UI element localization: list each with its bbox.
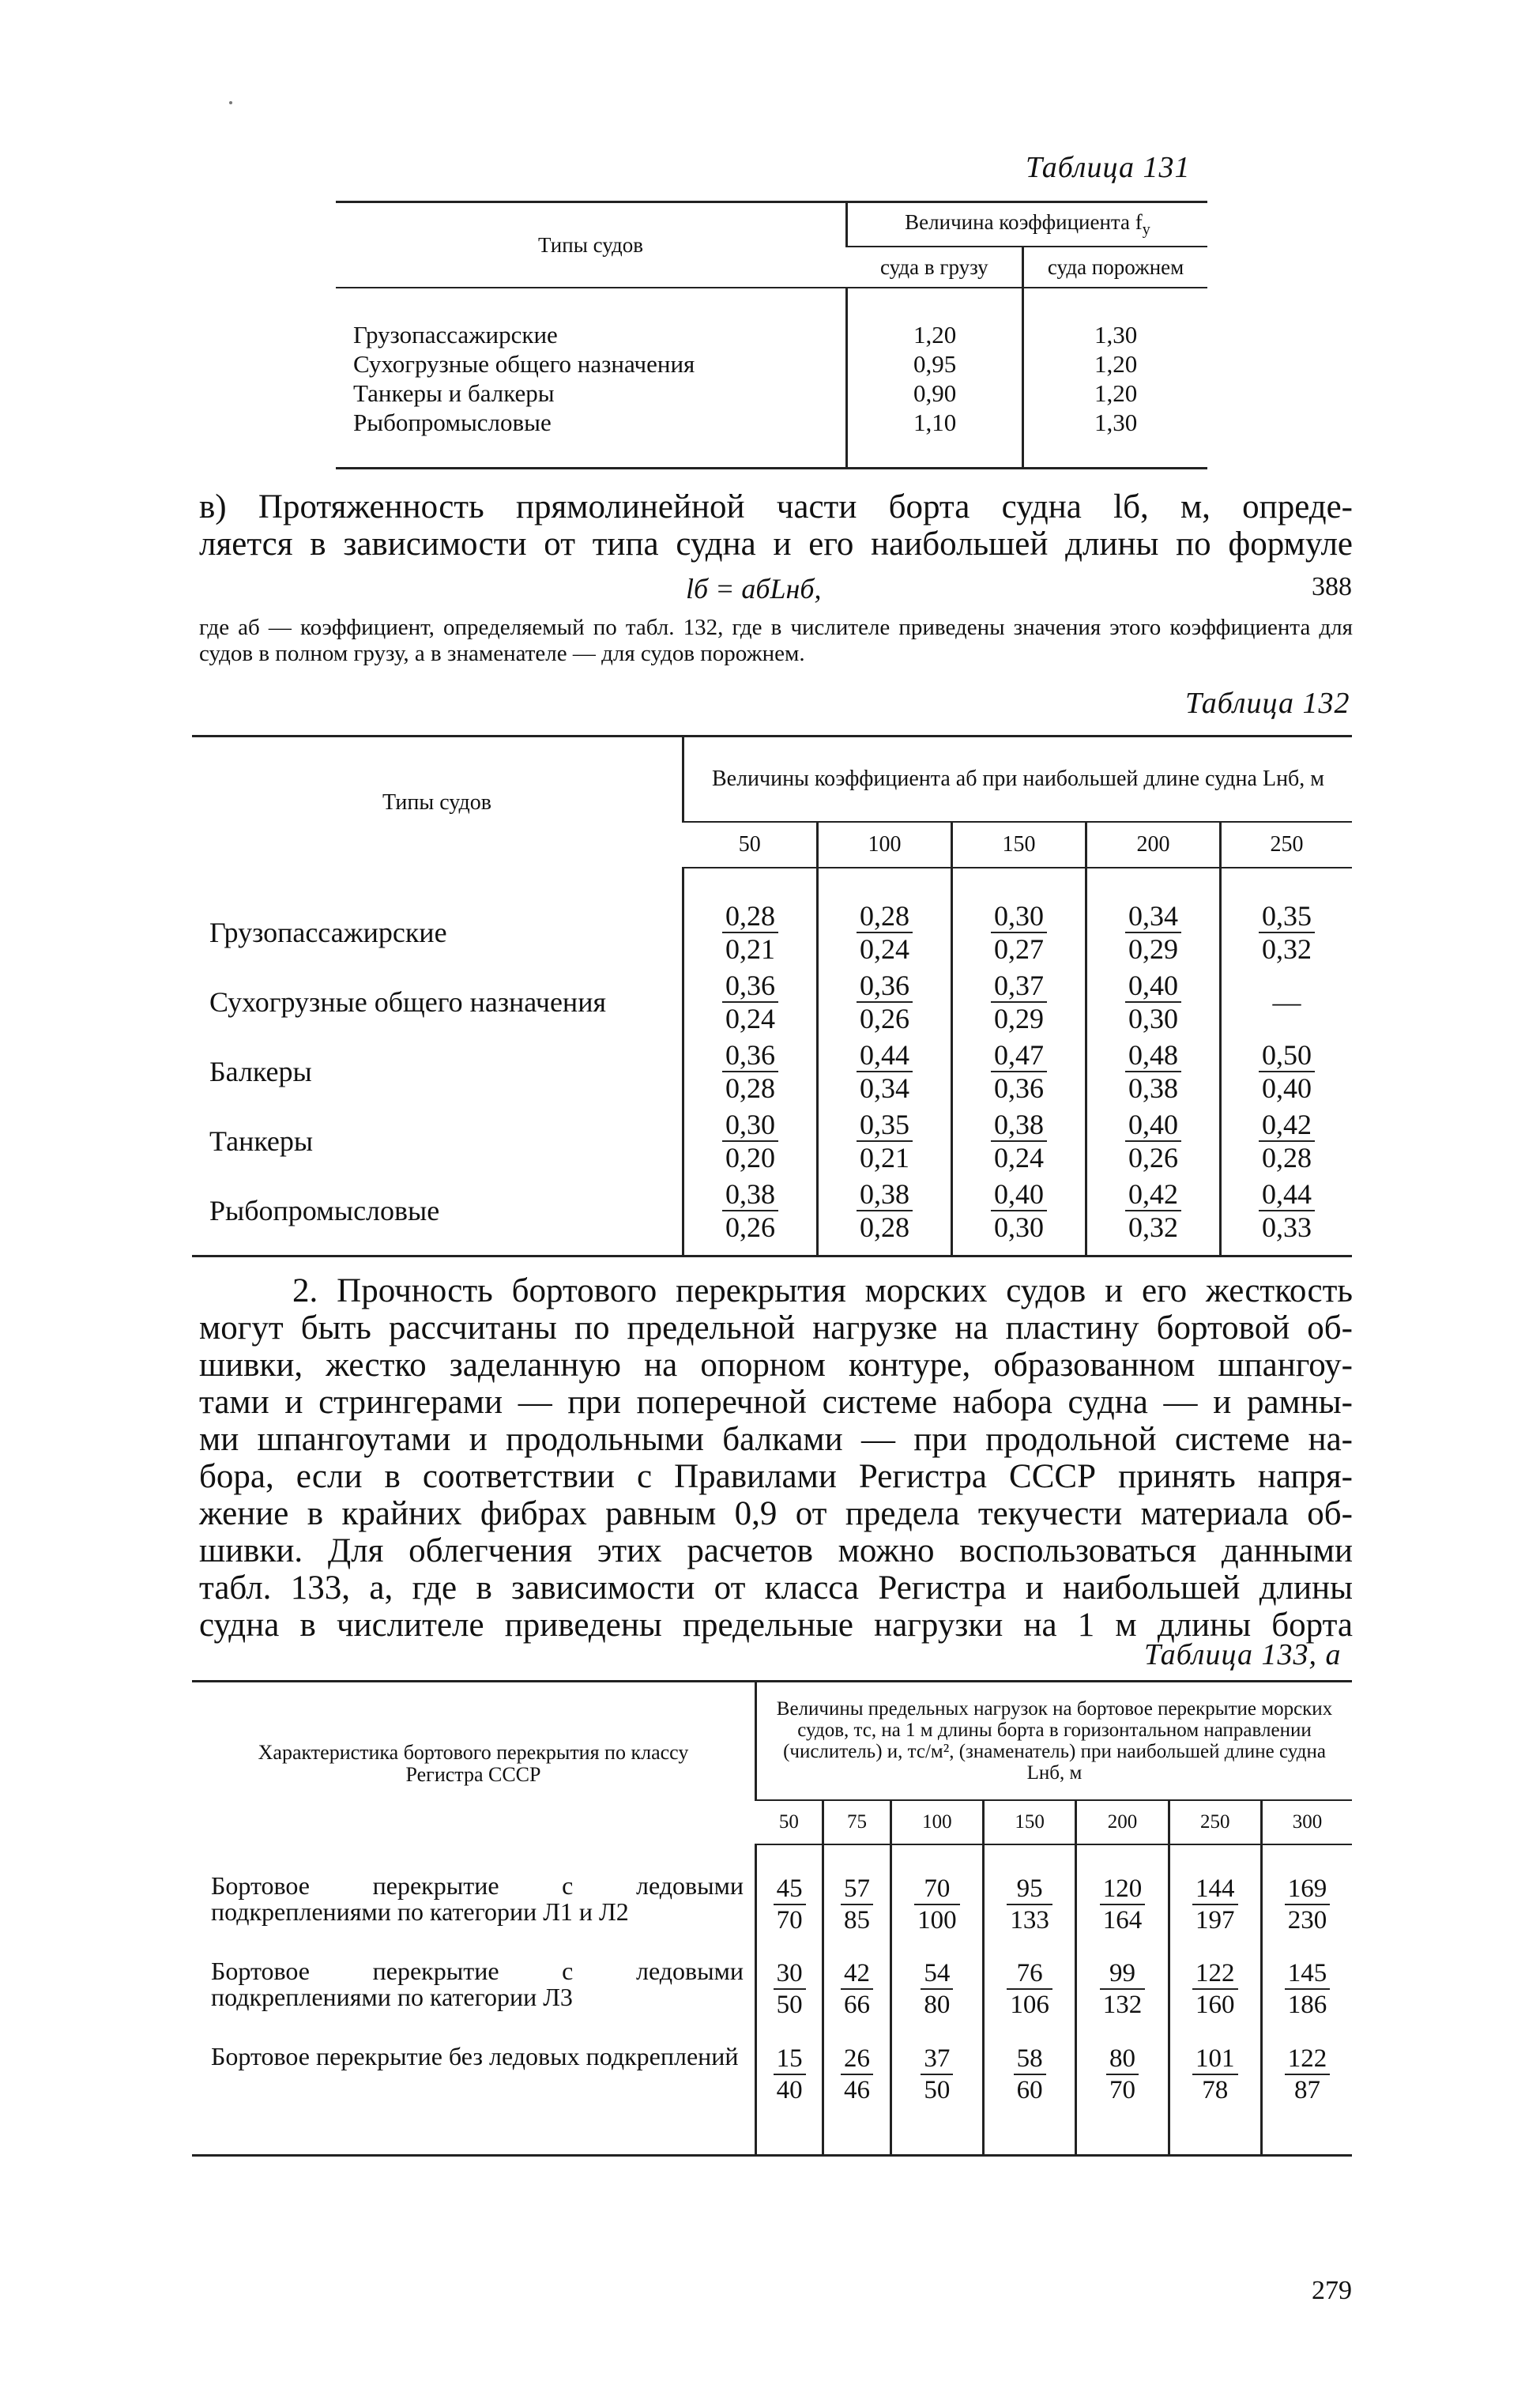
- table-row: [192, 967, 1352, 1037]
- denominator: 78: [1202, 2076, 1229, 2104]
- table-131-value: 1,20: [1094, 379, 1138, 407]
- numerator: 57: [841, 1874, 873, 1905]
- denominator: 40: [776, 2076, 803, 2104]
- table-131-value: 1,20: [1094, 350, 1138, 378]
- table-133a-caption: Таблица 133, а: [1144, 1638, 1342, 1671]
- numerator: 0,48: [1125, 1039, 1181, 1072]
- denominator: 0,26: [859, 1002, 909, 1034]
- table-133a-col-head: Величины предельных нагрузок на бортовое перекрытие морских судов, тс, на 1 м длины борта в горизонтальном направлении (числитель) и, тс/м², (знаменатель) при наибольшей длине судна Lнб, м: [756, 1682, 1353, 1801]
- numerator: 0,40: [1125, 1109, 1181, 1142]
- table-131: [336, 201, 1207, 469]
- table-131-value: 1,20: [913, 321, 957, 348]
- numerator: 0,34: [1125, 900, 1181, 933]
- formula: lб = aбLнб,: [686, 573, 822, 605]
- numerator: 80: [1106, 2044, 1139, 2075]
- table-131-value: 0,90: [913, 379, 957, 407]
- denominator: 0,24: [859, 933, 909, 965]
- denominator: 85: [843, 1906, 870, 1935]
- paragraph-line: ляется в зависимости от типа судна и его наибольшей длины по формуле: [199, 526, 1353, 563]
- numerator: 0,42: [1259, 1109, 1315, 1142]
- numerator: 0,37: [991, 970, 1047, 1003]
- denominator: 0,32: [1261, 933, 1312, 965]
- denominator: 46: [843, 2076, 870, 2104]
- paragraph-line: 2. Прочность бортового перекрытия морских судов и его жесткость: [292, 1272, 1353, 1309]
- table-131-col-empty: суда порожнем: [1023, 247, 1207, 288]
- table-131-loaded-cell: [846, 288, 1022, 469]
- numerator: 37: [921, 2044, 953, 2075]
- numerator: 42: [841, 1958, 873, 1990]
- paragraph-2: [199, 1272, 1353, 1644]
- denominator: 50: [924, 2076, 951, 2104]
- table-131-types-cell: [336, 288, 846, 469]
- numerator: 70: [914, 1874, 960, 1905]
- denominator: 230: [1287, 1906, 1327, 1935]
- numerator: 0,35: [1259, 900, 1315, 933]
- paragraph-line: жение в крайних фибрах равным 0,9 от предела текучести материала об-: [199, 1495, 1353, 1532]
- table-132-length: 100: [817, 822, 951, 868]
- numerator: 26: [841, 2044, 873, 2075]
- numerator: 0,36: [857, 970, 913, 1003]
- denominator: 0,21: [859, 1141, 909, 1174]
- numerator: 0,28: [857, 900, 913, 933]
- table-133a-length: 250: [1169, 1800, 1261, 1844]
- scan-speck: [229, 101, 232, 104]
- table-133a-col-types: Характеристика бортового перекрытия по классу Регистра СССР: [192, 1682, 756, 1845]
- table-131-value: 1,30: [1094, 321, 1138, 348]
- paragraph-line: ми шпангоутами и продольными балками — при продольной системе на-: [199, 1421, 1353, 1458]
- table-132-length: 250: [1220, 822, 1352, 868]
- denominator: 0,28: [859, 1211, 909, 1243]
- denominator: 0,29: [1128, 933, 1178, 965]
- numerator: 45: [774, 1874, 806, 1905]
- table-133a-type: Бортовое перекрытие с ледовыми подкреплениями по категории Л1 и Л2: [211, 1871, 744, 1926]
- table-131-type: Танкеры и балкеры: [353, 379, 555, 407]
- table-132-col-types: Типы судов: [192, 737, 683, 868]
- page-number: 279: [1312, 2276, 1352, 2305]
- numerator: 99: [1100, 1958, 1146, 1990]
- denominator: 0,21: [725, 933, 775, 965]
- denominator: 0,27: [993, 933, 1044, 965]
- table-132-type: Балкеры: [209, 1056, 312, 1087]
- table-131-col-types: Типы судов: [336, 202, 846, 288]
- denominator: 160: [1195, 1991, 1235, 2019]
- paragraph-v: [199, 488, 1353, 563]
- denominator: 0,33: [1261, 1211, 1312, 1243]
- table-133a-type: Бортовое перекрытие с ледовыми подкреплениями по категории Л3: [211, 1957, 744, 2011]
- table-132-caption: Таблица 132: [1185, 687, 1350, 720]
- table-131-value: 1,10: [913, 409, 957, 436]
- table-131-col-loaded: суда в грузу: [846, 247, 1022, 288]
- denominator: 60: [1016, 2076, 1043, 2104]
- table-132-type: Танкеры: [209, 1125, 314, 1157]
- table-row: [192, 1106, 1352, 1176]
- numerator: 169: [1285, 1874, 1331, 1905]
- denominator: 0,29: [993, 1002, 1044, 1034]
- numerator: 0,40: [991, 1178, 1047, 1211]
- denominator: 106: [1010, 1991, 1049, 2019]
- table-131-type: Сухогрузные общего назначения: [353, 350, 695, 378]
- paragraph-line: табл. 133, а, где в зависимости от класса Регистра и наибольшей длины: [199, 1569, 1353, 1607]
- numerator: 95: [1007, 1874, 1052, 1905]
- numerator: 0,47: [991, 1039, 1047, 1072]
- numerator: 0,38: [722, 1178, 778, 1211]
- table-133a-length: 200: [1076, 1800, 1169, 1844]
- numerator: 30: [774, 1958, 806, 1990]
- table-131-value: 0,95: [913, 350, 957, 378]
- numerator: 15: [774, 2044, 806, 2075]
- denominator: 87: [1293, 2076, 1320, 2104]
- table-row: [192, 1958, 1352, 2044]
- numerator: 0,38: [857, 1178, 913, 1211]
- numerator: 144: [1192, 1874, 1238, 1905]
- denominator: 0,28: [1261, 1141, 1312, 1174]
- numerator: 0,44: [857, 1039, 913, 1072]
- table-row: [192, 1037, 1352, 1106]
- table-row: [192, 1844, 1352, 1958]
- denominator: 100: [917, 1906, 957, 1935]
- table-132: [192, 735, 1352, 1257]
- paragraph-line: могут быть рассчитаны по предельной нагрузке на пластину бортовой об-: [199, 1309, 1353, 1347]
- denominator: 0,26: [1128, 1141, 1178, 1174]
- numerator: 122: [1192, 1958, 1238, 1990]
- numerator: 120: [1100, 1874, 1146, 1905]
- paragraph-line: тами и стрингерами — при поперечной системе набора судна — и рамны-: [199, 1384, 1353, 1421]
- table-133a: [192, 1680, 1352, 2157]
- table-133a-type: Бортовое перекрытие без ледовых подкреплений: [192, 2044, 756, 2156]
- numerator: 145: [1285, 1958, 1331, 1990]
- denominator: 50: [776, 1991, 803, 2019]
- table-131-col-coef: Величина коэффициента $f_y$: [846, 202, 1207, 247]
- table-133a-length: 50: [756, 1800, 823, 1844]
- numerator: 0,36: [722, 970, 778, 1003]
- denominator: 0,30: [1128, 1002, 1178, 1034]
- table-132-col-head: Величины коэффициента aб при наибольшей длине судна Lнб, м: [683, 737, 1353, 823]
- numerator: 0,38: [991, 1109, 1047, 1142]
- numerator: 0,30: [722, 1109, 778, 1142]
- table-131-type: Рыбопромысловые: [353, 409, 552, 436]
- denominator: 0,24: [993, 1141, 1044, 1174]
- numerator: 0,36: [722, 1039, 778, 1072]
- denominator: 66: [843, 1991, 870, 2019]
- table-131-type: Грузопассажирские: [353, 321, 558, 348]
- table-132-type: Грузопассажирские: [209, 917, 447, 948]
- numerator: 58: [1014, 2044, 1046, 2075]
- table-132-empty-value: —: [1220, 967, 1352, 1037]
- denominator: 70: [1109, 2076, 1135, 2104]
- denominator: 0,32: [1128, 1211, 1178, 1243]
- table-133a-length: 75: [823, 1800, 890, 1844]
- numerator: 54: [921, 1958, 953, 1990]
- table-132-length: 200: [1086, 822, 1220, 868]
- denominator: 133: [1010, 1906, 1049, 1935]
- formula-number: 388: [1312, 572, 1352, 601]
- numerator: 76: [1007, 1958, 1052, 1990]
- paragraph-line: в) Протяженность прямолинейной части борта судна lб, м, опреде-: [199, 488, 1353, 526]
- denominator: 0,24: [725, 1002, 775, 1034]
- denominator: 0,40: [1261, 1072, 1312, 1104]
- numerator: 0,42: [1125, 1178, 1181, 1211]
- table-row: [192, 2044, 1352, 2156]
- denominator: 0,34: [859, 1072, 909, 1104]
- table-131-caption: Таблица 131: [1026, 151, 1191, 184]
- denominator: 0,36: [993, 1072, 1044, 1104]
- denominator: 0,38: [1128, 1072, 1178, 1104]
- numerator: 0,28: [722, 900, 778, 933]
- numerator: 0,40: [1125, 970, 1181, 1003]
- numerator: 0,44: [1259, 1178, 1315, 1211]
- numerator: 0,30: [991, 900, 1047, 933]
- paragraph-line: судна в числителе приведены предельные нагрузки на 1 м длины борта: [199, 1607, 1353, 1644]
- formula-note: где aб — коэффициент, определяемый по табл. 132, где в числителе приведены значения этого коэффициента для судов в полном грузу, а в знаменателе — для судов порожнем.: [199, 615, 1353, 666]
- table-133a-length: 300: [1261, 1800, 1352, 1844]
- table-row: [192, 1176, 1352, 1256]
- denominator: 80: [924, 1991, 951, 2019]
- denominator: 0,20: [725, 1141, 775, 1174]
- denominator: 0,26: [725, 1211, 775, 1243]
- table-133a-length: 100: [890, 1800, 983, 1844]
- denominator: 197: [1195, 1906, 1235, 1935]
- table-132-length: 150: [951, 822, 1086, 868]
- table-132-type: Сухогрузные общего назначения: [209, 986, 607, 1018]
- table-132-type: Рыбопромысловые: [192, 1176, 683, 1256]
- paragraph-line: бора, если в соответствии с Правилами Регистра СССР принять напря-: [199, 1458, 1353, 1495]
- denominator: 164: [1102, 1906, 1143, 1935]
- table-131-empty-cell: [1023, 288, 1207, 469]
- denominator: 0,30: [993, 1211, 1044, 1243]
- table-133a-length: 150: [983, 1800, 1075, 1844]
- table-row: [192, 868, 1352, 967]
- denominator: 132: [1102, 1991, 1143, 2019]
- numerator: 0,35: [857, 1109, 913, 1142]
- denominator: 70: [776, 1906, 803, 1935]
- numerator: 0,50: [1259, 1039, 1315, 1072]
- numerator: 101: [1192, 2044, 1238, 2075]
- paragraph-line: шивки. Для облегчения этих расчетов можно воспользоваться данными: [199, 1532, 1353, 1569]
- paragraph-line: шивки, жестко заделанную на опорном контуре, образованном шпангоу-: [199, 1347, 1353, 1384]
- table-131-value: 1,30: [1094, 409, 1138, 436]
- numerator: 122: [1285, 2044, 1331, 2075]
- denominator: 0,28: [725, 1072, 775, 1104]
- table-132-length: 50: [683, 822, 818, 868]
- denominator: 186: [1287, 1991, 1327, 2019]
